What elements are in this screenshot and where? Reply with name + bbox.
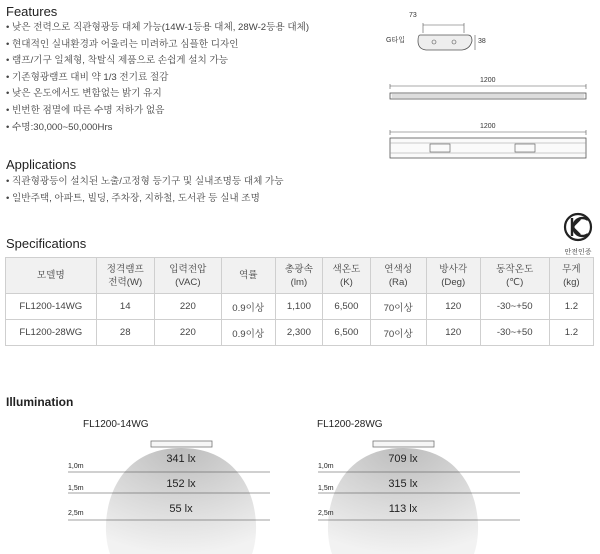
table-cell: FL1200-28WG bbox=[6, 320, 97, 346]
table-cell: 14 bbox=[96, 294, 154, 320]
features-title: Features bbox=[6, 4, 58, 19]
list-item: • 수명:30,000~50,000Hrs bbox=[6, 120, 309, 137]
table-header-row bbox=[6, 258, 594, 294]
distance-label: 1,0m bbox=[318, 463, 334, 470]
header-power: 정격램프 전력(W) bbox=[96, 258, 154, 294]
table-cell: 70이상 bbox=[370, 294, 426, 320]
illumination-model-1: FL1200-14WG bbox=[83, 419, 149, 430]
table-cell: 1.2 bbox=[549, 320, 593, 346]
table-cell: 120 bbox=[426, 320, 480, 346]
certification-label: 안전인증 bbox=[564, 249, 592, 256]
header-cri: 연색성 (Ra) bbox=[370, 258, 426, 294]
table-cell: 2,300 bbox=[275, 320, 322, 346]
table-cell: 70이상 bbox=[370, 320, 426, 346]
table-cell: -30~+50 bbox=[480, 320, 549, 346]
lux-value: 55 lx bbox=[169, 503, 193, 515]
table-cell: 0.9이상 bbox=[221, 320, 275, 346]
lux-value: 113 lx bbox=[388, 503, 418, 515]
list-item: • 현대적인 실내환경과 어울리는 미려하고 심플한 디자인 bbox=[6, 37, 309, 54]
distance-label: 2,5m bbox=[68, 510, 84, 517]
illumination-title: Illumination bbox=[6, 395, 74, 409]
list-item: • 낮은 전력으로 직관형광등 대체 가능(14W-1등용 대체, 28W-2등용 대체) bbox=[6, 20, 309, 37]
header-luminous-flux: 총광속 (lm) bbox=[275, 258, 322, 294]
dimension-width: 73 bbox=[409, 12, 417, 19]
header-color-temp: 색온도 (K) bbox=[323, 258, 370, 294]
distance-label: 2,5m bbox=[318, 510, 334, 517]
table-cell: 120 bbox=[426, 294, 480, 320]
applications-list bbox=[6, 174, 284, 207]
distance-label: 1,0m bbox=[68, 463, 84, 470]
header-power-factor: 역률 bbox=[221, 258, 275, 294]
header-model: 모델명 bbox=[6, 258, 97, 294]
table-cell: 28 bbox=[96, 320, 154, 346]
header-voltage: 입력전압 (VAC) bbox=[154, 258, 221, 294]
lux-value: 152 lx bbox=[166, 478, 196, 490]
header-beam-angle: 방사각 (Deg) bbox=[426, 258, 480, 294]
table-cell: -30~+50 bbox=[480, 294, 549, 320]
table-cell: FL1200-14WG bbox=[6, 294, 97, 320]
distance-label: 1,5m bbox=[318, 485, 334, 492]
lux-value: 341 lx bbox=[166, 453, 196, 465]
list-item: • 일반주택, 아파트, 빌딩, 주차장, 지하철, 도서관 등 실내 조명 bbox=[6, 191, 284, 208]
list-item: • 램프/기구 일체형, 착탈식 제품으로 손쉽게 설치 가능 bbox=[6, 53, 309, 70]
distance-label: 1,5m bbox=[68, 485, 84, 492]
table-cell: 1,100 bbox=[275, 294, 322, 320]
list-item: • 빈번한 점멸에 따른 수명 저하가 없음 bbox=[6, 103, 309, 120]
applications-title: Applications bbox=[6, 157, 77, 172]
lux-value: 315 lx bbox=[388, 478, 418, 490]
table-cell: 6,500 bbox=[323, 320, 370, 346]
spec-table bbox=[5, 257, 594, 346]
table-cell: 1.2 bbox=[549, 294, 593, 320]
table-cell: 220 bbox=[154, 320, 221, 346]
list-item: • 직관형광등이 설치된 노출/고정형 등기구 및 실내조명등 대체 가능 bbox=[6, 174, 284, 191]
table-cell: 220 bbox=[154, 294, 221, 320]
table-cell: 0.9이상 bbox=[221, 294, 275, 320]
header-operating-temp: 동작온도 (℃) bbox=[480, 258, 549, 294]
header-weight: 무게 (kg) bbox=[549, 258, 593, 294]
fixture-icon bbox=[373, 441, 434, 447]
table-row bbox=[6, 320, 594, 346]
table-cell: 6,500 bbox=[323, 294, 370, 320]
dimension-height: 38 bbox=[478, 38, 486, 45]
list-item: • 낮은 온도에서도 변함없는 밝기 유지 bbox=[6, 86, 309, 103]
fixture-icon bbox=[151, 441, 212, 447]
illumination-model-2: FL1200-28WG bbox=[317, 419, 383, 430]
list-item: • 기존형광램프 대비 약 1/3 전기료 절감 bbox=[6, 70, 309, 87]
dimension-length-top: 1200 bbox=[480, 77, 496, 84]
type-label: G타입 bbox=[386, 37, 405, 44]
table-row bbox=[6, 294, 594, 320]
dimension-length-bottom: 1200 bbox=[480, 123, 496, 130]
specifications-title: Specifications bbox=[6, 236, 87, 251]
illumination-diagrams bbox=[0, 430, 600, 554]
features-list bbox=[6, 20, 309, 136]
lux-value: 709 lx bbox=[388, 453, 418, 465]
